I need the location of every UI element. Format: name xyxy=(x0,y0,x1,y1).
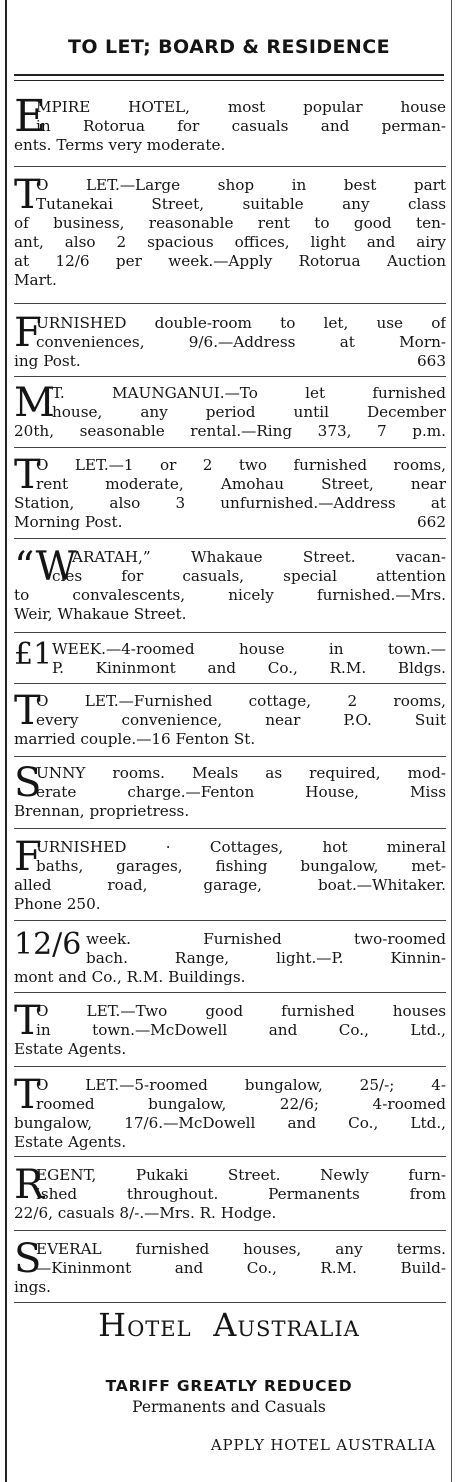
ad-line: URNISHED double-room to let, use of xyxy=(36,314,446,332)
ad-line: O LET.—5-roomed bungalow, 25/-; 4- xyxy=(36,1076,446,1094)
ad-line: baths, garages, fishing bungalow, met- xyxy=(36,857,446,875)
ad-line: EGENT, Pukaki Street. Newly furn- xyxy=(36,1166,446,1184)
drop-cap: T xyxy=(14,688,41,734)
title-word: USTRALIA xyxy=(237,1317,360,1341)
heading-rule xyxy=(14,74,444,76)
drop-cap: T xyxy=(14,172,41,218)
ad-line: every convenience, near P.O. Suit xyxy=(36,711,446,729)
hotel-australia-title xyxy=(14,1306,444,1344)
ad-sunny-rooms xyxy=(14,760,446,821)
ad-line: Station, also 3 unfurnished.—Address at xyxy=(14,494,446,512)
ad-line-last xyxy=(14,513,446,532)
title-word: OTEL xyxy=(127,1317,192,1341)
ad-line: T. MAUNGANUI.—To let furnished xyxy=(52,384,446,402)
tariff-line: TARIFF GREATLY REDUCED xyxy=(105,1377,353,1395)
ad-twelve-six xyxy=(14,927,446,987)
drop-cap: S xyxy=(14,760,42,806)
ad-line: roomed bungalow, 22/6; 4-roomed xyxy=(36,1095,446,1113)
ad-line: house, any period until December xyxy=(52,403,446,421)
ad-large-shop xyxy=(14,172,446,290)
ad-separator xyxy=(14,1230,446,1231)
permanents-line: Permanents and Casuals xyxy=(132,1398,326,1416)
ad-line: ant, also 2 spacious offices, light and airy xyxy=(14,233,446,251)
ad-line: MPIRE HOTEL, most popular house xyxy=(36,98,446,116)
ad-line: O LET.—Furnished cottage, 2 rooms, xyxy=(36,692,446,710)
ad-line: P. Kininmont and Co., R.M. Bldgs. xyxy=(52,659,446,677)
ad-separator xyxy=(14,632,446,633)
drop-cap: T xyxy=(14,1072,41,1118)
ad-line: ished throughout. Permanents from xyxy=(36,1185,446,1203)
ad-line: Estate Agents. xyxy=(14,1040,127,1058)
ad-line: conveniences, 9/6.—Address at Morn- xyxy=(36,333,446,351)
ad-mt-maunganui xyxy=(14,380,446,441)
column-rule-left xyxy=(5,0,7,1482)
ad-line: UNNY rooms. Meals as required, mod- xyxy=(36,764,446,782)
title-initial: H xyxy=(98,1306,128,1344)
ad-line: in Rotorua for casuals and perman- xyxy=(36,117,446,135)
drop-cap: F xyxy=(14,310,42,356)
drop-cap: E xyxy=(14,91,47,142)
ad-line: ing Post. xyxy=(14,352,81,370)
ad-empire-hotel xyxy=(14,91,446,155)
drop-cap: F xyxy=(14,834,42,880)
ad-separator xyxy=(14,1302,446,1303)
ad-line: bungalow, 17/6.—McDowell and Co., Ltd., xyxy=(14,1114,446,1132)
ad-separator xyxy=(14,538,446,539)
ad-furnished-rooms xyxy=(14,452,446,532)
title-initial: A xyxy=(213,1306,238,1344)
ad-line: married couple.—16 Fenton St. xyxy=(14,730,256,748)
ad-separator xyxy=(14,683,446,684)
ad-several-houses xyxy=(14,1236,446,1297)
ad-line: ARATAH,” Whakaue Street. vacan- xyxy=(72,548,446,566)
ad-waratah xyxy=(14,544,446,624)
ad-line: Morning Post. xyxy=(14,513,123,531)
ad-line: to convalescents, nicely furnished.—Mrs. xyxy=(14,586,446,604)
ad-bungalows xyxy=(14,1072,446,1152)
ad-line: O LET.—Large shop in best part xyxy=(36,176,446,194)
reference-number: 662 xyxy=(417,513,446,531)
column-rule-right xyxy=(451,0,452,1482)
ad-line: —Kininmont and Co., R.M. Build- xyxy=(36,1259,446,1277)
ad-line: EVERAL furnished houses, any terms. xyxy=(36,1240,446,1258)
ad-line: 20th, seasonable rental.—Ring 373, 7 p.m. xyxy=(14,422,446,440)
ad-line: alled road, garage, boat.—Whitaker. xyxy=(14,876,446,894)
ad-separator xyxy=(14,303,446,304)
ad-separator xyxy=(14,166,446,167)
ad-separator xyxy=(14,447,446,448)
ad-separator xyxy=(14,992,446,993)
drop-cap: M xyxy=(14,380,55,426)
ad-separator xyxy=(14,756,446,757)
section-heading: TO LET; BOARD & RESIDENCE xyxy=(68,36,390,58)
ad-furnished-cottages xyxy=(14,834,446,914)
ad-line: erate charge.—Fenton House, Miss xyxy=(36,783,446,801)
apply-line: APPLY HOTEL AUSTRALIA xyxy=(210,1436,436,1454)
ad-two-houses xyxy=(14,998,446,1059)
ad-separator xyxy=(14,376,446,377)
ad-line: Phone 250. xyxy=(14,895,101,913)
ad-line: O LET.—1 or 2 two furnished rooms, xyxy=(36,456,446,474)
drop-cap: S xyxy=(14,1236,42,1282)
ad-line: Weir, Whakaue Street. xyxy=(14,605,187,623)
heading-rule-thin xyxy=(14,80,444,81)
ad-line: Mart. xyxy=(14,271,57,289)
drop-cap: T xyxy=(14,998,41,1044)
ad-line: week. Furnished two-roomed xyxy=(86,930,446,948)
ad-line-last xyxy=(14,352,446,371)
ad-line: at 12/6 per week.—Apply Rotorua Auction xyxy=(14,252,446,270)
price-display: £1 xyxy=(14,637,53,672)
reference-number: 663 xyxy=(417,352,446,370)
ad-line: in town.—McDowell and Co., Ltd., xyxy=(36,1021,446,1039)
ad-line: ents. Terms very moderate. xyxy=(14,136,226,154)
ad-separator xyxy=(14,1066,446,1067)
ad-line: cies for casuals, special attention xyxy=(52,567,446,585)
ad-line: Brennan, proprietress. xyxy=(14,802,190,820)
ad-line: 22/6, casuals 8/-.—Mrs. R. Hodge. xyxy=(14,1204,277,1222)
ad-separator xyxy=(14,1156,446,1157)
ad-separator xyxy=(14,920,446,921)
drop-cap: T xyxy=(14,452,41,498)
ad-line: of business, reasonable rent to good ten- xyxy=(14,214,446,232)
ad-separator xyxy=(14,828,446,829)
ad-line: ings. xyxy=(14,1278,51,1296)
price-display: 12/6 xyxy=(14,927,82,962)
ad-line: Estate Agents. xyxy=(14,1133,127,1151)
ad-line: bach. Range, light.—P. Kinnin- xyxy=(86,949,446,967)
ad-furnished-cottage xyxy=(14,688,446,749)
ad-line: rent moderate, Amohau Street, near xyxy=(36,475,446,493)
drop-cap: “W xyxy=(14,544,77,590)
ad-line: mont and Co., R.M. Buildings. xyxy=(14,968,246,986)
ad-line: URNISHED · Cottages, hot mineral xyxy=(36,838,446,856)
ad-pound-week xyxy=(14,637,446,678)
ad-regent xyxy=(14,1162,446,1223)
ad-line: Tutanekai Street, suitable any class xyxy=(36,195,446,213)
ad-line: WEEK.—4-roomed house in town.— xyxy=(52,640,446,658)
ad-line: O LET.—Two good furnished houses xyxy=(36,1002,446,1020)
drop-cap: R xyxy=(14,1162,45,1208)
ad-double-room xyxy=(14,310,446,371)
